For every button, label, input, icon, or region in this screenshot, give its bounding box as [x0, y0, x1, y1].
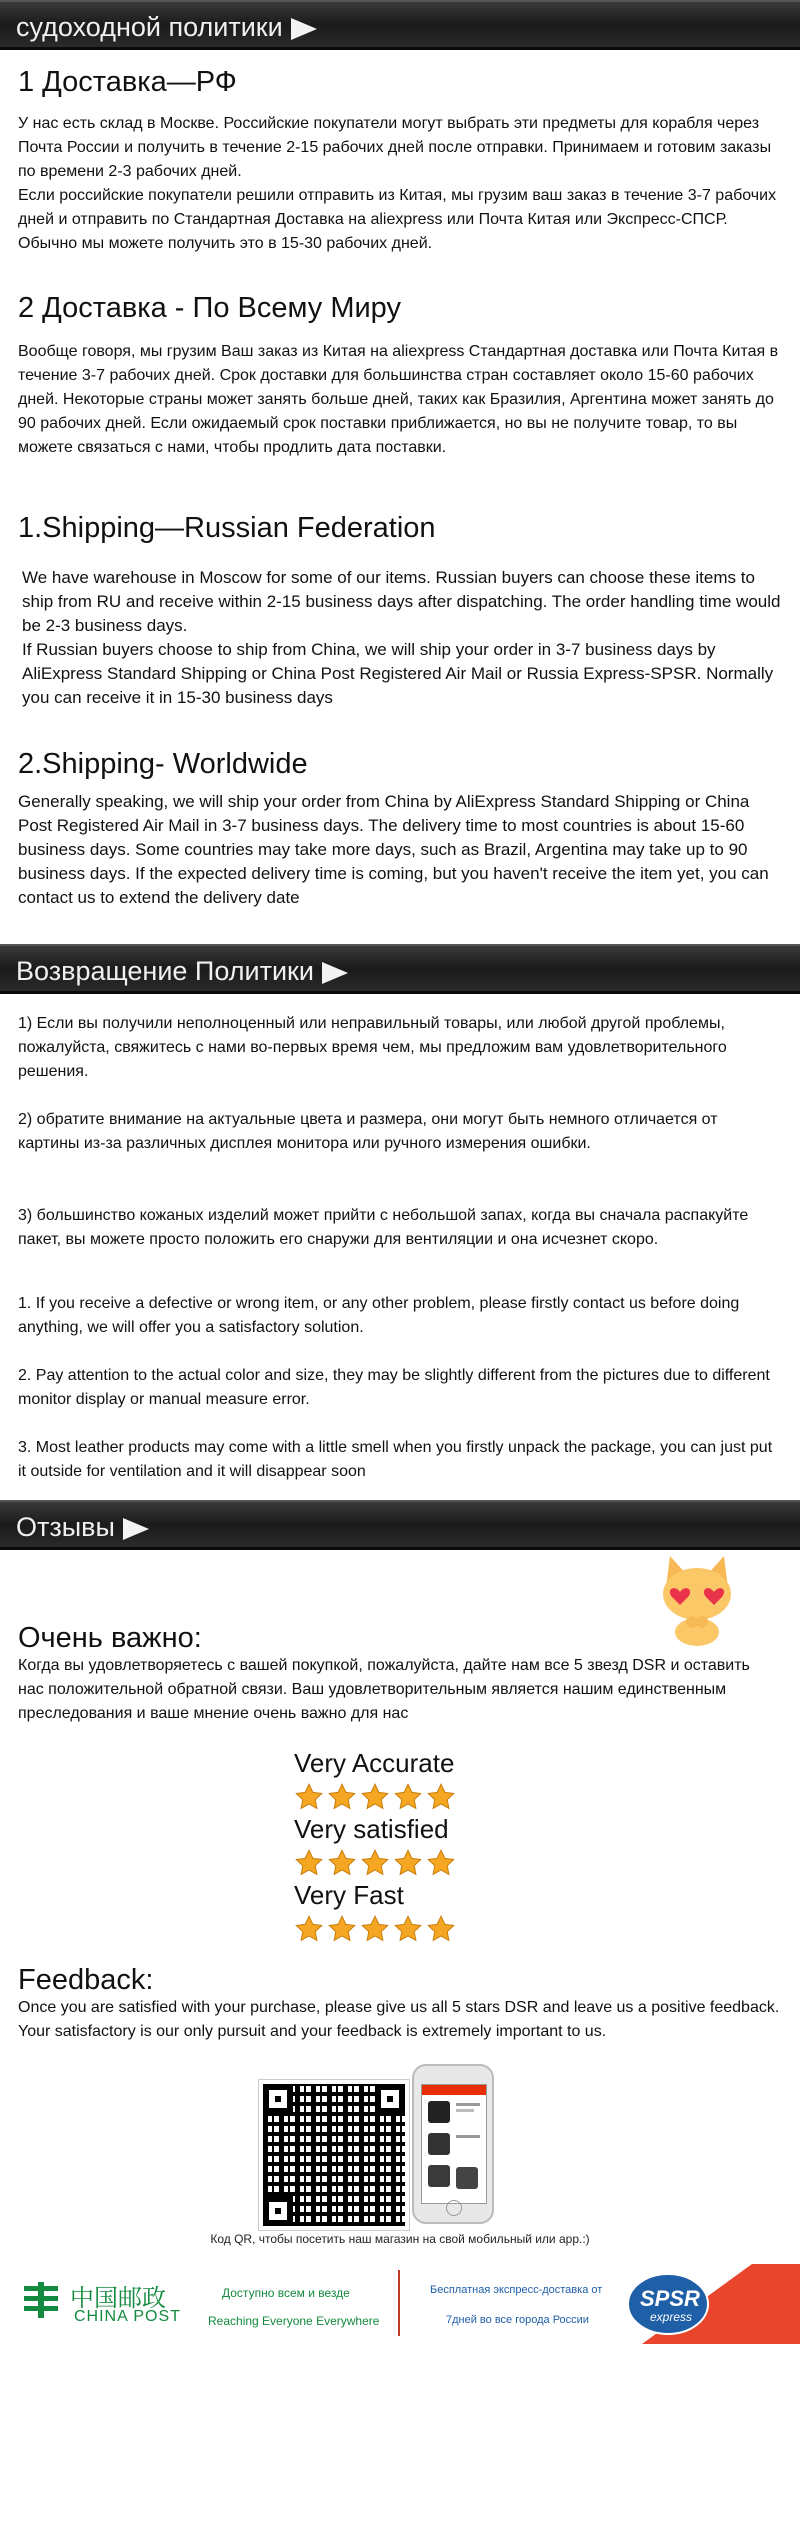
- shipping-world-ru-title: 2 Доставка - По Всему Миру: [18, 292, 401, 324]
- arrow-right-icon: [322, 962, 348, 984]
- slogan-ru: Доступно всем и везде: [222, 2286, 350, 2300]
- feedback-en-text: Once you are satisfied with your purchase, please give us all 5 stars DSR and leave us a positive feedback. Your satisfactory is our only pursuit and your feedback is extremely important to us.: [18, 1999, 780, 2040]
- spsr-ru-2: 7дней во все города России: [446, 2314, 589, 2326]
- footer-logos: [0, 2264, 800, 2344]
- star-icon: [294, 1782, 324, 1812]
- qr-caption: Код QR, чтобы посетить наш магазин на свой мобильный или app.:): [210, 2232, 590, 2246]
- china-post-logo-icon: [20, 2280, 62, 2320]
- star-icon: [360, 1848, 390, 1878]
- star-icon: [393, 1782, 423, 1812]
- arrow-right-icon: [123, 1518, 149, 1540]
- star-icon: [327, 1848, 357, 1878]
- star-icon: [393, 1848, 423, 1878]
- header-title: Возвращение Политики: [16, 956, 314, 986]
- qr-code[interactable]: [259, 2080, 409, 2230]
- return-ru-2: 2) обратите внимание на актуальные цвета и размера, они могут быть немного отличается от картины из-за различных дисплея монитора или ручного измерения ошибки.: [18, 1111, 718, 1152]
- star-icon: [294, 1914, 324, 1944]
- cat-heart-eyes-icon: [652, 1548, 742, 1648]
- china-post-en: CHINA POST: [74, 2308, 181, 2325]
- rating-stars-fast: [294, 1914, 459, 1949]
- star-icon: [327, 1914, 357, 1944]
- divider: [398, 2270, 400, 2336]
- shipping-en-title: 1.Shipping—Russian Federation: [18, 512, 436, 544]
- qr-finder: [263, 2084, 293, 2114]
- shipping-world-en-title: 2.Shipping- Worldwide: [18, 748, 308, 780]
- return-ru-1: 1) Если вы получили неполноценный или неправильный товары, или любой другой проблемы, пожалуйста, свяжитесь с нами во-первых время чем, мы предложим вам удовлетворительного решения.: [18, 1015, 727, 1080]
- header-title: Отзывы: [16, 1512, 115, 1542]
- shipping-ru-title: 1 Доставка—РФ: [18, 66, 237, 98]
- feedback-ru-title: Очень важно:: [18, 1622, 202, 1654]
- header-title: судоходной политики: [16, 12, 283, 42]
- shipping-ru-text: У нас есть склад в Москве. Российские покупатели могут выбрать эти предметы для корабля через Почта России и получить в течение 2-15 рабочих дней после отправки. Принимаем и готовим заказы по времени 2-3 рабочих дней.: [18, 115, 772, 180]
- rating-label-accurate: Very Accurate: [294, 1748, 455, 1778]
- feedback-ru-text: Когда вы удовлетворяетесь с вашей покупкой, пожалуйста, дайте нам все 5 звезд DSR и оставить нас положительной обратной связи. Ваш удовлетворительным является нашим единственным преследования и ваше мнение очень важно для нас: [18, 1657, 750, 1722]
- shipping-en-text-2: If Russian buyers choose to ship from China, we will ship your order in 3-7 business days by AliExpress Standard Shipping or China Post Registered Air Mail or Russia Express-SPSR. Normally you can receive it in 15-30 business days: [22, 640, 774, 707]
- return-en-2: 2. Pay attention to the actual color and size, they may be slightly different from the pictures due to different monitor display or manual measure error.: [18, 1367, 770, 1408]
- star-icon: [426, 1782, 456, 1812]
- spsr-ru-1: Бесплатная экспресс-доставка от: [430, 2284, 603, 2296]
- qr-finder: [375, 2084, 405, 2114]
- return-en-1: 1. If you receive a defective or wrong item, or any other problem, please firstly contact us before doing anything, we will offer you a satisfactory solution.: [18, 1295, 740, 1336]
- star-icon: [426, 1848, 456, 1878]
- rating-label-fast: Very Fast: [294, 1880, 404, 1910]
- star-icon: [360, 1782, 390, 1812]
- feedback-header: [0, 1500, 800, 1550]
- rating-stars-satisfied: [294, 1848, 459, 1883]
- rating-stars-accurate: [294, 1782, 459, 1817]
- phone-screen: [421, 2084, 487, 2204]
- qr-finder: [263, 2196, 293, 2226]
- return-policy-header: [0, 944, 800, 994]
- star-icon: [294, 1848, 324, 1878]
- china-post-cn: 中国邮政: [70, 2284, 166, 2312]
- phone-home-button: [446, 2200, 462, 2216]
- phone-mockup: [412, 2064, 494, 2224]
- star-icon: [360, 1914, 390, 1944]
- spsr-logo-text: SPSR: [640, 2286, 700, 2311]
- shipping-policy-header: [0, 0, 800, 50]
- slogan-en: Reaching Everyone Everywhere: [208, 2314, 380, 2328]
- shipping-world-ru-text: Вообще говоря, мы грузим Ваш заказ из Китая на aliexpress Стандартная доставка или Почта Китая в течение 3-7 рабочих дней. Срок доставки для большинства стран составляет около 15-60 рабочих дней. Некоторые страны может занять больше дней, таких как Бразилия, Аргентина может занять до 90 рабочих дней. Если ожидаемый срок поставки приближается, но вы не получите товар, то вы можете связаться с нами, чтобы продлить дата поставки.: [18, 343, 779, 456]
- shipping-world-en-text: Generally speaking, we will ship your order from China by AliExpress Standard Shipping or China Post Registered Air Mail in 3-7 business days. The delivery time to most countries is about 15-60 business days. Some countries may take more days, such as Brazil, Argentina may take up to 90 business days. If the expected delivery time is coming, but you haven't receive the item yet, you can contact us to extend the delivery date: [18, 792, 769, 907]
- spsr-logo-sub: express: [650, 2310, 693, 2324]
- star-icon: [327, 1782, 357, 1812]
- return-ru-3: 3) большинство кожаных изделий может прийти с небольшой запах, когда вы сначала распакуйте пакет, вы можете просто положить его снаружи для вентиляции и она исчезнет скоро.: [18, 1207, 749, 1248]
- arrow-right-icon: [291, 18, 317, 40]
- return-en-3: 3. Most leather products may come with a little smell when you firstly unpack the package, you can just put it outside for ventilation and it will disappear soon: [18, 1439, 773, 1480]
- star-icon: [393, 1914, 423, 1944]
- star-icon: [426, 1914, 456, 1944]
- feedback-en-title: Feedback:: [18, 1964, 154, 1996]
- shipping-ru-text-2: Если российские покупатели решили отправить из Китая, мы грузим ваш заказ в течение 3-7 рабочих дней и отправить по Стандартная Доставка на aliexpress или Почта Китая или Экспресс-СПСР. Обычно мы можете получить это в 15-30 рабочих дней.: [18, 187, 777, 252]
- shipping-en-text: We have warehouse in Moscow for some of our items. Russian buyers can choose these items to ship from RU and receive within 2-15 business days after dispatching. The order handling time would be 2-3 business days.: [22, 568, 781, 635]
- rating-label-satisfied: Very satisfied: [294, 1814, 449, 1844]
